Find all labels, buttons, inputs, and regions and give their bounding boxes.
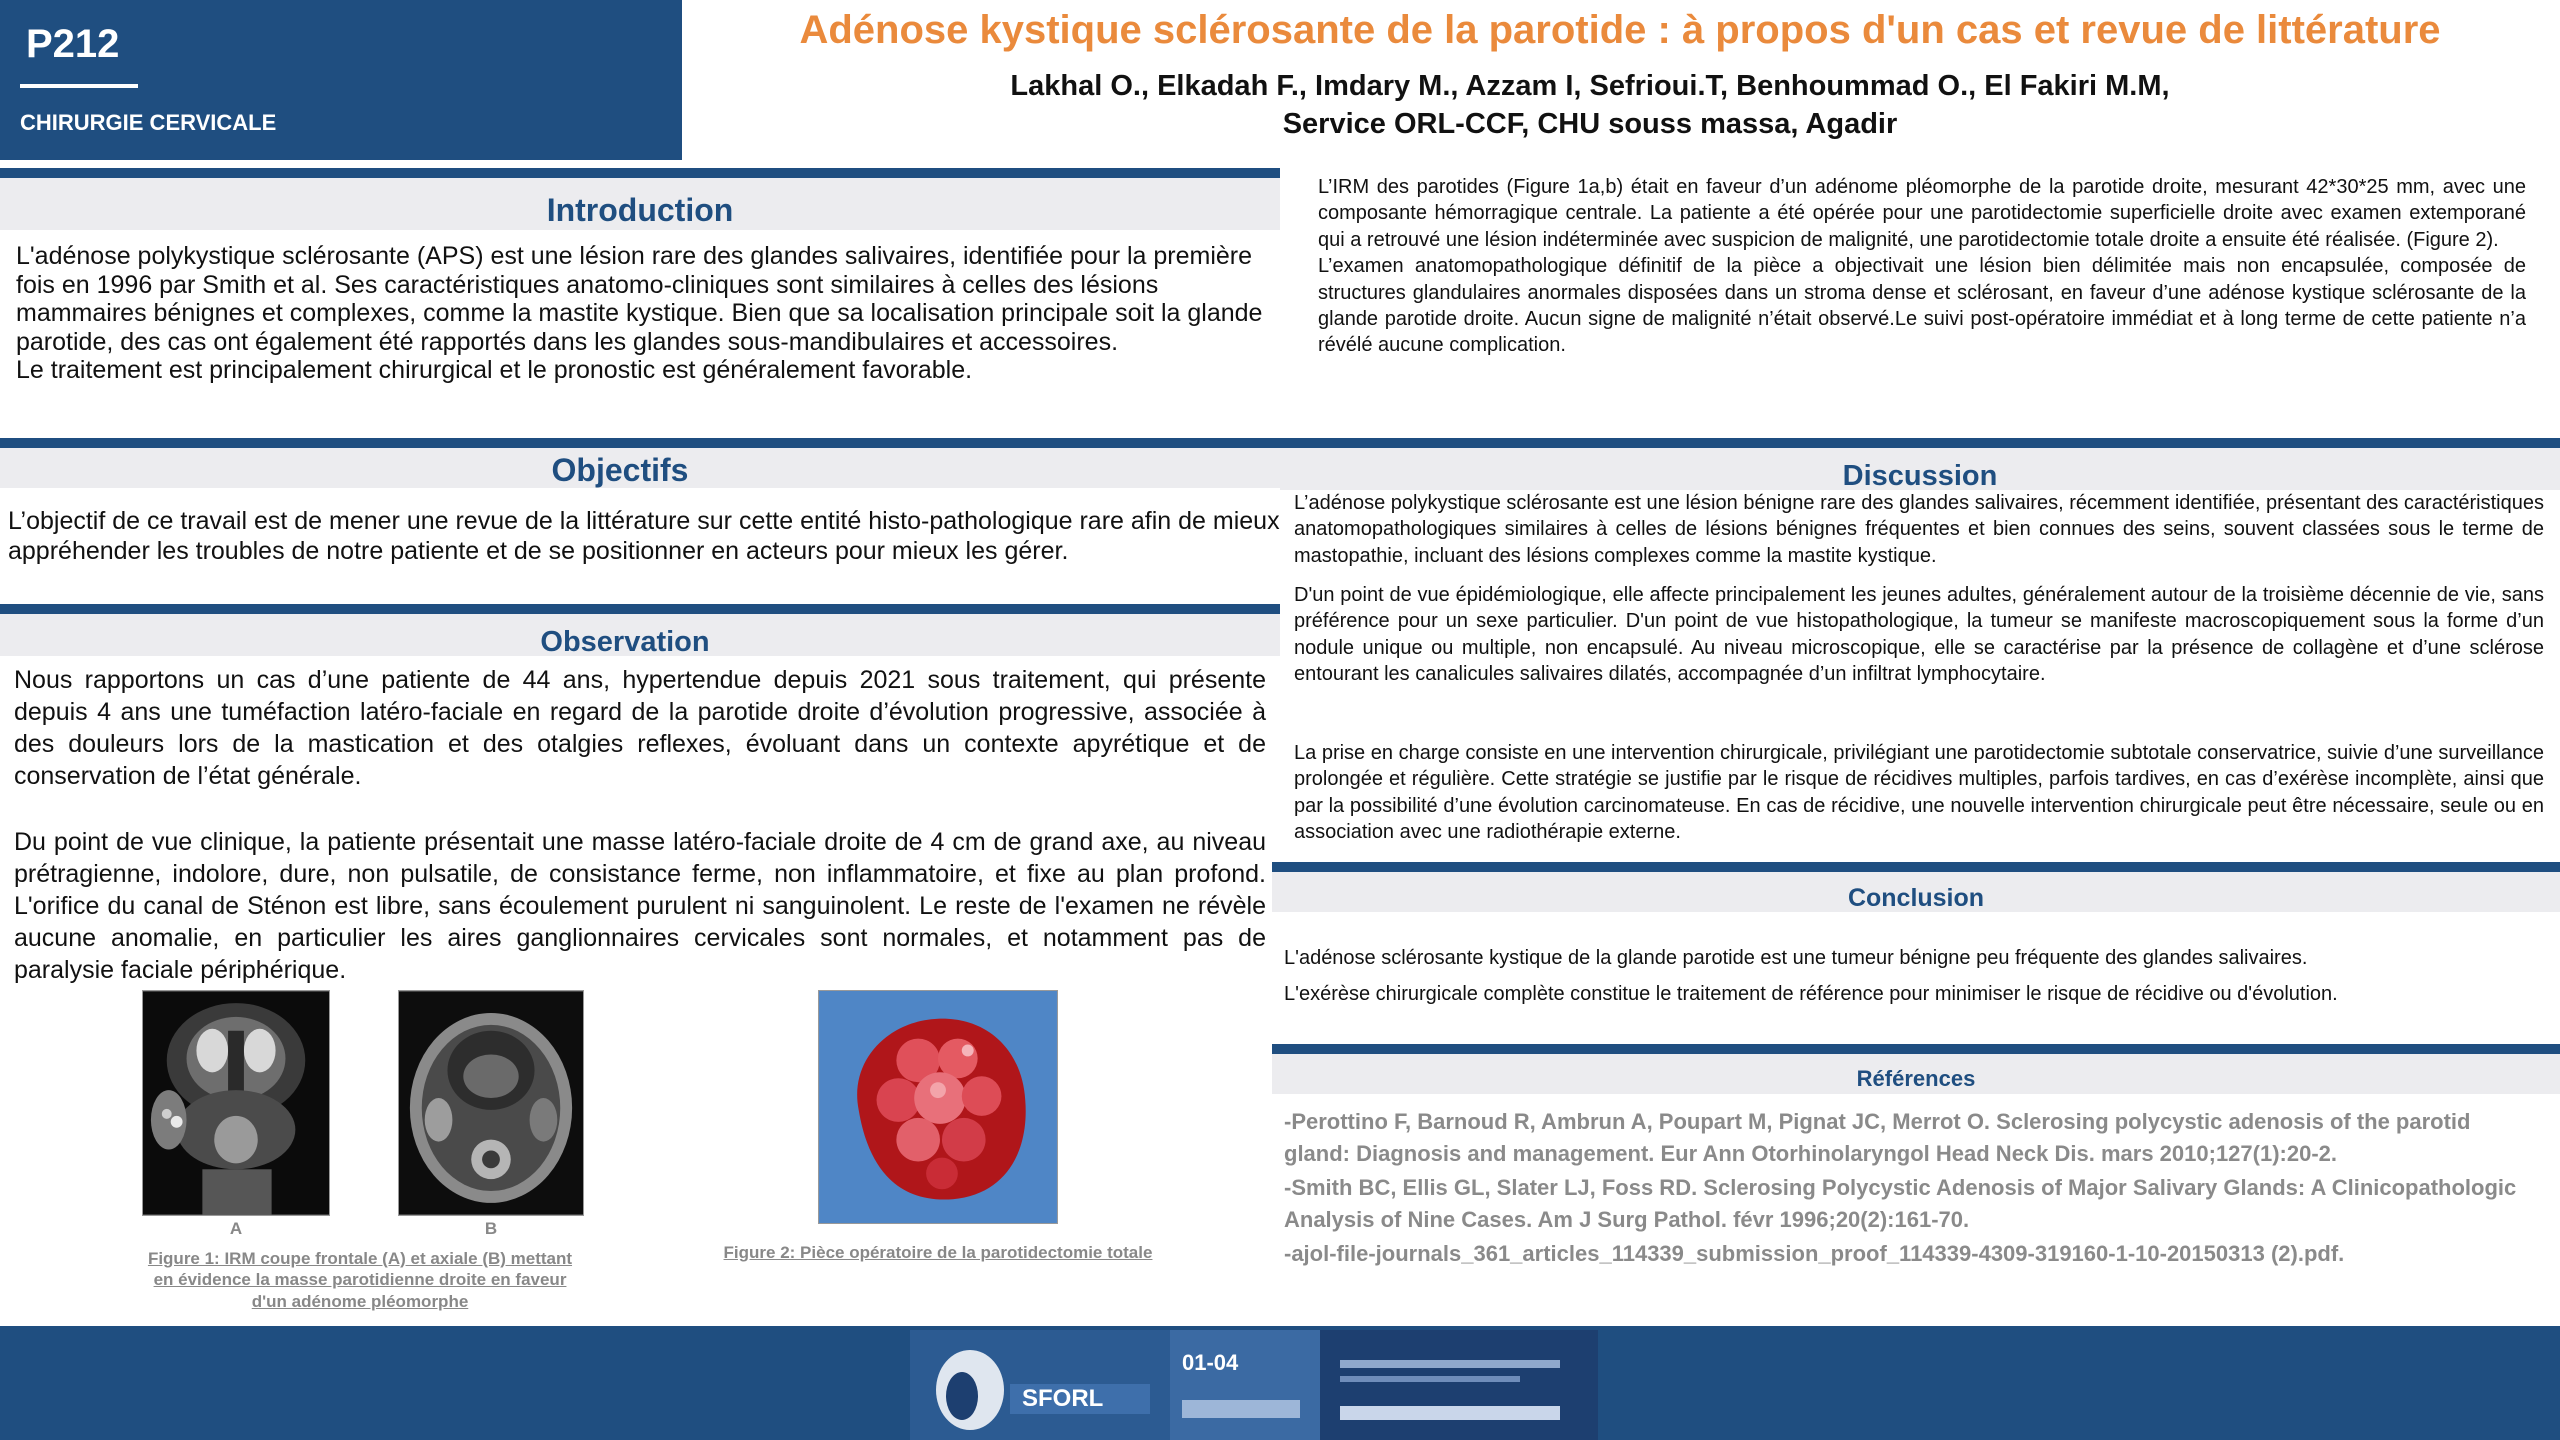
references-list [1284,1106,2534,1269]
intro-paragraph-1: L'adénose polykystique sclérosante (APS) est une lésion rare des glandes salivaires, identifiée pour la première fois en 1996 par Smith et al. Ses caractéristiques anatomo-cliniques sont similaires à celles des lésions mammaires bénignes et complexes, comme la mastite kystique. Bien que sa localisation principale soit la glande parotide, des cas ont également été rapportés dans les glandes sous-mandibulaires et accessoires. [16,242,1263,356]
observation-title: Observation [540,626,710,658]
references-title: Références [1856,1066,1976,1091]
discussion-paragraph-3: La prise en charge consiste en une intervention chirurgicale, privilégiant une parotidectomie subtotale conservatrice, suivie d’une surveillance prolongée et régulière. Cette stratégie se justifie par le risque de récidives multiples, parfois tardives, en cas d’exérèse incomplète, ainsi que par la possibilité d’une évolution carcinomateuse. En cas de récidive, une nouvelle intervention chirurgicale peut être nécessaire, seule ou en association avec une radiothérapie externe. [1294,742,2544,844]
observation-paragraph-2: Du point de vue clinique, la patiente présentait une masse latéro-faciale droite de 4 cm de grand axe, au niveau prétragienne, indolore, dure, non pulsatile, de consistance ferme, non inflammatoire, et fixe au plan profond. L'orifice du canal de Sténon est libre, sans écoulement purulent ni sanguinolent. Le reste de l'examen ne révèle aucune anomalie, en particulier les aires ganglionnaires cervicales sont normales, et notamment pas de paralysie faciale périphérique. [14,828,1266,984]
figure-1a-label: A [229,1219,243,1238]
intro-bar [0,168,1280,178]
irm-paragraph-2: L’examen anatomopathologique définitif de la pièce a objectivait une lésion bien délimitée mais non encapsulée, composée de structures glandulaires anormales disposées dans un stroma dense et sclérosant, en faveur d’une adénose kystique sclérosante de la glande parotide droite. Aucun signe de malignité n’était observé.Le suivi post-opératoire immédiat et à long terme de cette patiente n’a révélé aucune complication. [1318,255,2526,357]
conclusion-title: Conclusion [1847,884,1985,912]
conclusion-bar [1272,862,2560,872]
observation-bar [0,604,1280,614]
reference-item: -Smith BC, Ellis GL, Slater LJ, Foss RD. Sclerosing Polycystic Adenosis of Major Salivary Glands: A Clinicopathologic Analysis of Nine Cases. Am J Surg Pathol. févr 1996;20(2):161-70. [1284,1174,2517,1232]
discussion-paragraph-2: D'un point de vue épidémiologique, elle affecte principalement les jeunes adultes, généralement autour de la troisième décennie de vie, sans préférence pour un sexe particulier. D'un point de vue histopathologique, la tumeur se manifeste macroscopiquement sous la forme d’un nodule unique ou multiple, non encapsulé. Au niveau microscopique, elle se caractérise par la présence de collagène et d’une sclérose entourant les canalicules salivaires dilatés, accompagnée d’un infiltrat lymphocytaire. [1294,584,2544,686]
figure-1-caption: Figure 1: IRM coupe frontale (A) et axiale (B) mettant en évidence la masse parotidienne droite en faveur d'un adénome pléomorphe [147,1249,573,1311]
poster-section: CHIRURGIE CERVICALE [20,110,277,135]
irm-paragraph-1: L’IRM des parotides (Figure 1a,b) était en faveur d’un adénome pléomorphe de la parotide droite, mesurant 42*30*25 mm, avec une composante hémorragique centrale. La patiente a été opérée pour une parotidectomie superficielle droite avec examen extemporané qui a retrouvé une lésion indéterminée avec suspicion de malignité, une parotidectomie totale droite a ensuite été réalisée. (Figure 2). [1318,176,2526,251]
intro-title: Introduction [546,192,734,228]
objectifs-bar [0,438,1280,448]
objectifs-title: Objectifs [551,452,689,488]
references-bar [1272,1044,2560,1054]
reference-item: -ajol-file-journals_361_articles_114339_submission_proof_114339-4309-319160-1-10-20150313 (2).pdf. [1284,1240,2345,1266]
poster-authors: Lakhal O., Elkadah F., Imdary M., Azzam I, Sefrioui.T, Benhoummad O., El Fakiri M.M, [1010,70,2170,102]
congress-banner-logo [910,1330,1598,1440]
figure-1b-label: B [484,1219,498,1238]
poster-code: P212 [26,22,120,66]
figure-2-surgical-specimen [818,990,1058,1224]
discussion-title: Discussion [1842,460,1998,492]
irm-text [1318,174,2526,359]
intro-text [16,242,1274,385]
conclusion-paragraph-2: L'exérèse chirurgicale complète constitue le traitement de référence pour minimiser le risque de récidive ou d'évolution. [1284,983,2338,1005]
conclusion-paragraph-1: L'adénose sclérosante kystique de la glande parotide est une tumeur bénigne peu fréquente des glandes salivaires. [1284,947,2308,969]
figure-1b-mri-axial [398,990,584,1216]
poster-affiliation: Service ORL-CCF, CHU souss massa, Agadir [1282,108,1898,140]
footer-dates: 01-04 [1182,1350,1239,1375]
reference-item: -Perottino F, Barnoud R, Ambrun A, Poupart M, Pignat JC, Merrot O. Sclerosing polycystic adenosis of the parotid gland: Diagnosis and management. Eur Ann Otorhinolaryngol Head Neck Dis. mars 2010;127(1):20-2. [1284,1109,2471,1166]
figure-2-caption: Figure 2: Pièce opératoire de la parotidectomie totale [723,1243,1153,1262]
discussion-bar [1280,438,2560,448]
objectifs-text: L’objectif de ce travail est de mener une revue de la littérature sur cette entité histo-pathologique rare afin de mieux appréhender les troubles de notre patiente et de se positionner en acteurs pour mieux les gérer. [8,507,1280,565]
discussion-paragraph-1: L’adénose polykystique sclérosante est une lésion bénigne rare des glandes salivaires, récemment identifiée, présentant des caractéristiques anatomopathologiques similaires à celles de lésions bénignes fréquentes et bien connues des seins, souvent classées sous le terme de mastopathie, incluant des lésions complexes comme la mastite kystique. [1294,492,2544,567]
intro-paragraph-2: Le traitement est principalement chirurgical et le pronostic est généralement favorable. [16,356,973,384]
code-underline [20,84,138,88]
figure-1a-mri-frontal [142,990,330,1216]
observation-paragraph-1: Nous rapportons un cas d’une patiente de 44 ans, hypertendue depuis 2021 sous traitement, qui présente depuis 4 ans une tuméfaction latéro-faciale en regard de la parotide droite d’évolution progressive, associée à des douleurs lors de la mastication et des otalgies reflexes, évoluant dans un contexte apyrétique et de conservation de l’état générale. [14,666,1266,790]
poster-title: Adénose kystique sclérosante de la parotide : à propos d'un cas et revue de littérature [799,8,2441,52]
footer-logo-text: SFORL [1022,1385,1104,1412]
